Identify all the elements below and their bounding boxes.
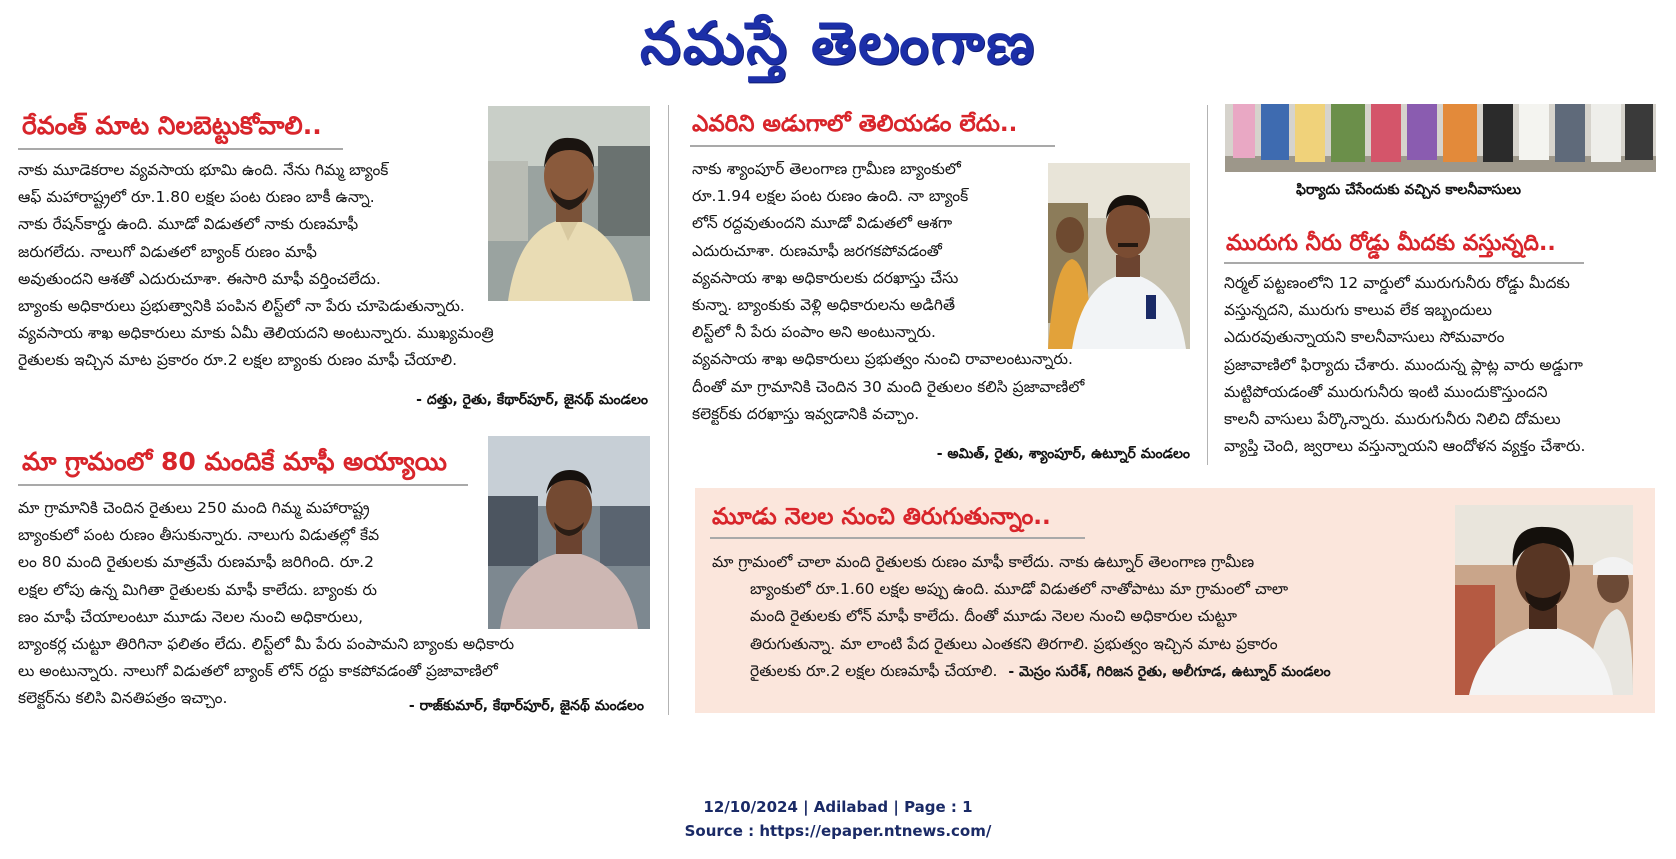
article-4-line: ప్రజావాణిలో ఫిర్యాదు చేశారు. ముందున్న ప్లాట్ల వారు అడ్డుగా	[1224, 355, 1583, 374]
article-2-line: బ్యాంకులో పంట రుణం తీసుకున్నారు. నాలుగు విడుతల్లో కేవ	[18, 526, 380, 545]
footer-source: Source : https://epaper.ntnews.com/	[684, 822, 992, 840]
article-4-headline-rule	[1224, 262, 1584, 264]
article-5-byline: - మెస్రం సురేశ్, గిరిజన రైతు, అలీగూడ, ఉట్నూర్ మండలం	[1008, 663, 1331, 680]
article-4-line: నిర్మల్ పట్టణంలోని 12 వార్డులో మురుగునీరు రోడ్డు మీదకు	[1224, 274, 1570, 292]
masthead-title: నమస్తే తెలంగాణ	[640, 9, 1036, 77]
article-1-byline: - దత్తు, రైతు, కేథార్‌పూర్, జైనథ్ మండలం	[416, 392, 648, 408]
article-3-line: రూ.1.94 లక్షల పంట రుణం ఉంది. నా బ్యాంక్	[692, 187, 969, 206]
article-4-colony-residents-photo	[1225, 104, 1656, 172]
article-1-line: వ్యవసాయ శాఖ అధికారులు మాకు ఏమీ తెలియదని అంటున్నారు. ముఖ్యమంత్రి	[18, 324, 494, 343]
article-3-line: కలెక్టర్‌కు దరఖాస్తు ఇవ్వడానికి వచ్చాం.	[692, 404, 920, 423]
article-5-line: బ్యాంకులో రూ.1.60 లక్షల అప్పు ఉంది. మూడో విడుతలో నాతోపాటు మా గ్రామంలో చాలా	[750, 580, 1289, 599]
article-1-line: రైతులకు ఇచ్చిన మాట ప్రకారం రూ.2 లక్షల బ్యాంకు రుణం మాఫీ చేయాలి.	[18, 351, 458, 370]
article-3-headline-rule	[690, 145, 1055, 147]
article-5-last-line	[712, 658, 1442, 686]
article-5-headline-rule	[710, 537, 1085, 539]
article-4-body	[1224, 270, 1669, 460]
article-2-body	[18, 495, 673, 713]
article-4-headline: మురుగు నీరు రోడ్డు మీదకు వస్తున్నది..	[1226, 231, 1556, 256]
footer-date-edition: 12/10/2024 | Adilabad | Page : 1	[703, 798, 973, 816]
article-4-photo-caption: ఫిర్యాదు చేసేందుకు వచ్చిన కాలనీవాసులు	[1296, 182, 1521, 198]
article-1-line: బ్యాంకు అధికారులు ప్రభుత్వానికి పంపిన లిస్ట్‌లో నా పేరు చూపెడుతున్నారు.	[18, 297, 465, 316]
article-1-line: అవుతుందని ఆశతో ఎదురుచూశా. ఈసారి మాఫీ వర్తించలేదు.	[18, 269, 381, 288]
article-5-headline: మూడు నెలల నుంచి తిరుగుతున్నాం..	[712, 504, 1051, 530]
article-5-farmer-photo	[1455, 505, 1633, 695]
article-3-body	[692, 156, 1212, 428]
article-1-line: ఆఫ్ మహారాష్ట్రలో రూ.1.80 లక్షల పంట రుణం బాకీ ఉన్నా.	[18, 188, 375, 207]
article-2-line: లం 80 మంది రైతులకు మాత్రమే రుణమాఫీ జరిగింది. రూ.2	[18, 553, 375, 572]
article-2-headline-rule	[18, 484, 468, 486]
article-2-line: మా గ్రామానికి చెందిన రైతులు 250 మంది గిమ్మ మహారాష్ట్ర	[18, 499, 370, 517]
article-3-headline: ఎవరిని అడుగాలో తెలియడం లేదు..	[692, 111, 1018, 137]
article-4-line: వస్తున్నదని, మురుగు కాలువ లేక ఇబ్బందులు	[1224, 301, 1492, 320]
article-5-body	[712, 549, 1442, 686]
article-5-line: మంది రైతులకు లోన్ మాఫీ కాలేదు. దీంతో మూడు నెలల నుంచి అధికారుల చుట్టూ	[750, 607, 1238, 626]
article-2-line: లక్షల లోపు ఉన్న మిగితా రైతులకు మాఫీ కాలేదు. బ్యాంకు రు	[18, 580, 378, 599]
article-3-line: ఎదురుచూశా. రుణమాఫీ జరగకపోవడంతో	[692, 241, 942, 260]
article-4-line: ఎదురవుతున్నాయని కాలనీవాసులు సోమవారం	[1224, 328, 1505, 347]
article-3-line: వ్యవసాయ శాఖ అధికారులకు దరఖాస్తు చేసు	[692, 268, 959, 287]
article-4-line: వ్యాప్తి చెంది, జ్వరాలు వస్తున్నాయని ఆందోళన వ్యక్తం చేశారు.	[1224, 437, 1586, 456]
article-5-line: తిరుగుతున్నా. మా లాంటి పేద రైతులు ఎంతకని తిరగాలి. ప్రభుత్వం ఇచ్చిన మాట ప్రకారం	[750, 634, 1278, 653]
article-3-line: లోన్ రద్దవుతుందని మూడో విడుతలో ఆశగా	[692, 214, 953, 233]
article-2-headline: మా గ్రామంలో 80 మందికే మాఫీ అయ్యాయి	[22, 447, 447, 476]
article-2-line: ణం మాఫీ చేయాలంటూ మూడు నెలల నుంచి అధికారులు,	[18, 607, 364, 626]
article-4-line: మట్టిపోయడంతో మురుగునీరు ఇంటి ముందుకొస్తుందని	[1224, 382, 1548, 401]
article-3-line: దీంతో మా గ్రామానికి చెందిన 30 మంది రైతులం కలిసి ప్రజావాణిలో	[692, 377, 1085, 396]
article-1-line: జరుగలేదు. నాలుగో విడుతలో బ్యాంక్ రుణం మాఫీ	[18, 242, 317, 261]
article-3-line: లిస్ట్‌లో నీ పేరు పంపాం అని అంటున్నారు.	[692, 323, 936, 342]
article-3-line: కున్నా. బ్యాంకుకు వెళ్లి అధికారులను అడిగితే	[692, 296, 956, 315]
article-3-line: వ్యవసాయ శాఖ అధికారులు ప్రభుత్వం నుంచి రావాలంటున్నారు.	[692, 350, 1073, 369]
article-5-line: మా గ్రామంలో చాలా మంది రైతులకు రుణం మాఫీ కాలేదు. నాకు ఉట్నూర్ తెలంగాణ గ్రామీణ	[712, 553, 1255, 571]
article-3-line: నాకు శ్యాంపూర్ తెలంగాణ గ్రామీణ బ్యాంకులో	[692, 160, 961, 178]
article-2-line: కలెక్టర్‌ను కలిసి వినతిపత్రం ఇచ్చాం.	[18, 689, 228, 708]
article-2-byline: - రాజ్‌కుమార్, కేథార్‌పూర్, జైనథ్ మండలం	[408, 698, 644, 714]
article-2-line: బ్యాంకర్ల చుట్టూ తిరిగినా ఫలితం లేదు. లిస్ట్‌లో మీ పేరు పంపామని బ్యాంకు అధికారు	[18, 635, 515, 654]
article-1-headline-rule	[18, 148, 343, 150]
article-1-line: నాకు రేషన్‌కార్డు ఉంది. మూడో విడుతలో నాకు రుణమాఫీ	[18, 215, 359, 234]
article-4-line: కాలనీ వాసులు పేర్కొన్నారు. మురుగునీరు నిలిచి దోమలు	[1224, 410, 1561, 429]
article-1-line: నాకు మూడెకరాల వ్యవసాయ భూమి ఉంది. నేను గిమ్మ బ్యాంక్	[18, 161, 389, 179]
article-1-body	[18, 157, 673, 375]
article-5-line: రైతులకు రూ.2 లక్షల రుణమాఫీ చేయాలి.	[750, 661, 998, 680]
article-3-byline: - అమిత్, రైతు, శ్యాంపూర్, ఉట్నూర్ మండలం	[936, 446, 1190, 462]
article-2-line: లు అంటున్నారు. నాలుగో విడుతలో బ్యాంక్ లోన్ రద్దు కాకపోవడంతో ప్రజావాణిలో	[18, 662, 498, 681]
article-1-headline: రేవంత్ మాట నిలబెట్టుకోవాలి..	[22, 111, 322, 140]
